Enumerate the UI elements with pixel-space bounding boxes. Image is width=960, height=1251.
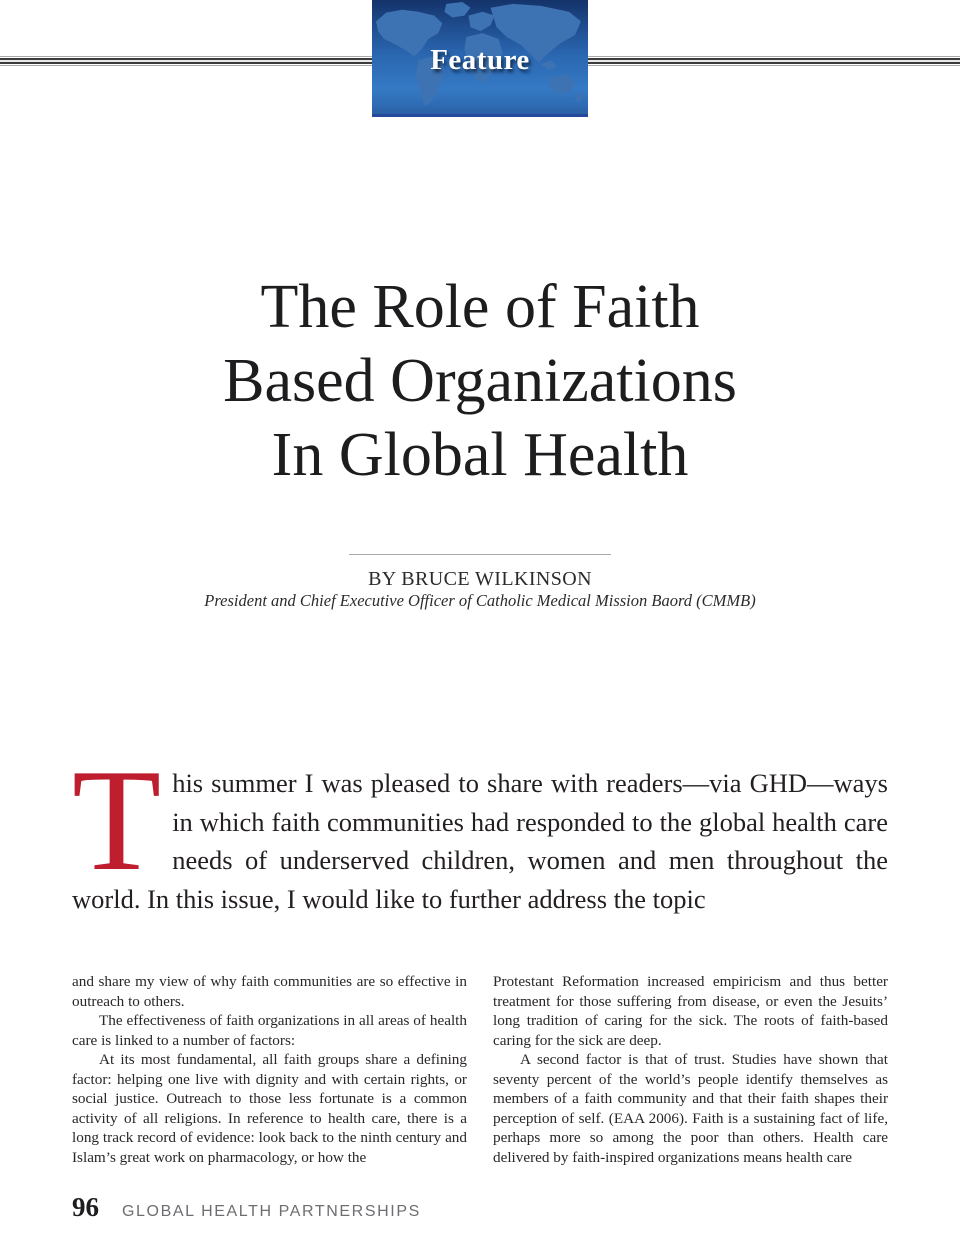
- page-number: 96: [72, 1192, 99, 1222]
- right-col-paragraph-1: Protestant Reformation increased empiricism and thus better treatment for those suffering from disease, or even the Jesuits’ long tradition of caring for the sick. The roots of faith-based caring for the sick are deep.: [493, 973, 888, 1049]
- byline-author: BY BRUCE WILKINSON: [368, 568, 592, 590]
- byline-author-role: President and Chief Executive Officer of Catholic Medical Mission Baord (CMMB): [204, 591, 756, 610]
- feature-banner: [372, 0, 588, 117]
- body-column-left: [72, 972, 467, 1167]
- lede-paragraph: [72, 739, 888, 918]
- lede-text: his summer I was pleased to share with readers—via GHD—ways in which faith communities had responded to the global health care needs of underserved children, women and men throughout the world. In this issue, I would like to further address the topic: [72, 768, 888, 914]
- drop-cap: T: [72, 739, 162, 901]
- left-col-paragraph-1: and share my view of why faith communities are so effective in outreach to others.: [72, 973, 467, 1010]
- byline-divider-rule: [349, 554, 611, 555]
- article-title-line2: Based Organizations: [223, 347, 737, 415]
- article-title: [0, 270, 960, 492]
- left-col-paragraph-2: The effectiveness of faith organizations in all areas of health care is linked to a number of factors:: [72, 1012, 467, 1049]
- right-col-paragraph-2: A second factor is that of trust. Studies have shown that seventy percent of the world’s people identify themselves as members of a faith community and that their faith shapes their perception of self. (EAA 2006). Faith is a sustaining fact of life, perhaps more so among the poor than others. Health care delivered by faith-inspired organizations means health care: [493, 1051, 888, 1166]
- article-title-line1: The Role of Faith: [260, 273, 700, 341]
- left-col-paragraph-3: At its most fundamental, all faith groups share a defining factor: helping one live with dignity and with certain rights, or social justice. Outreach to those less fortunate is a common activity of all religions. In reference to health care, there is a long track record of evidence: look back to the ninth century and Islam’s great work on pharmacology, or how the: [72, 1051, 467, 1166]
- body-column-right: [493, 972, 888, 1167]
- journal-name: GLOBAL HEALTH PARTNERSHIPS: [122, 1203, 421, 1220]
- body-columns: [72, 972, 888, 1167]
- page-footer: [72, 1192, 888, 1223]
- article-title-line3: In Global Health: [271, 421, 689, 489]
- feature-banner-label: Feature: [430, 44, 530, 76]
